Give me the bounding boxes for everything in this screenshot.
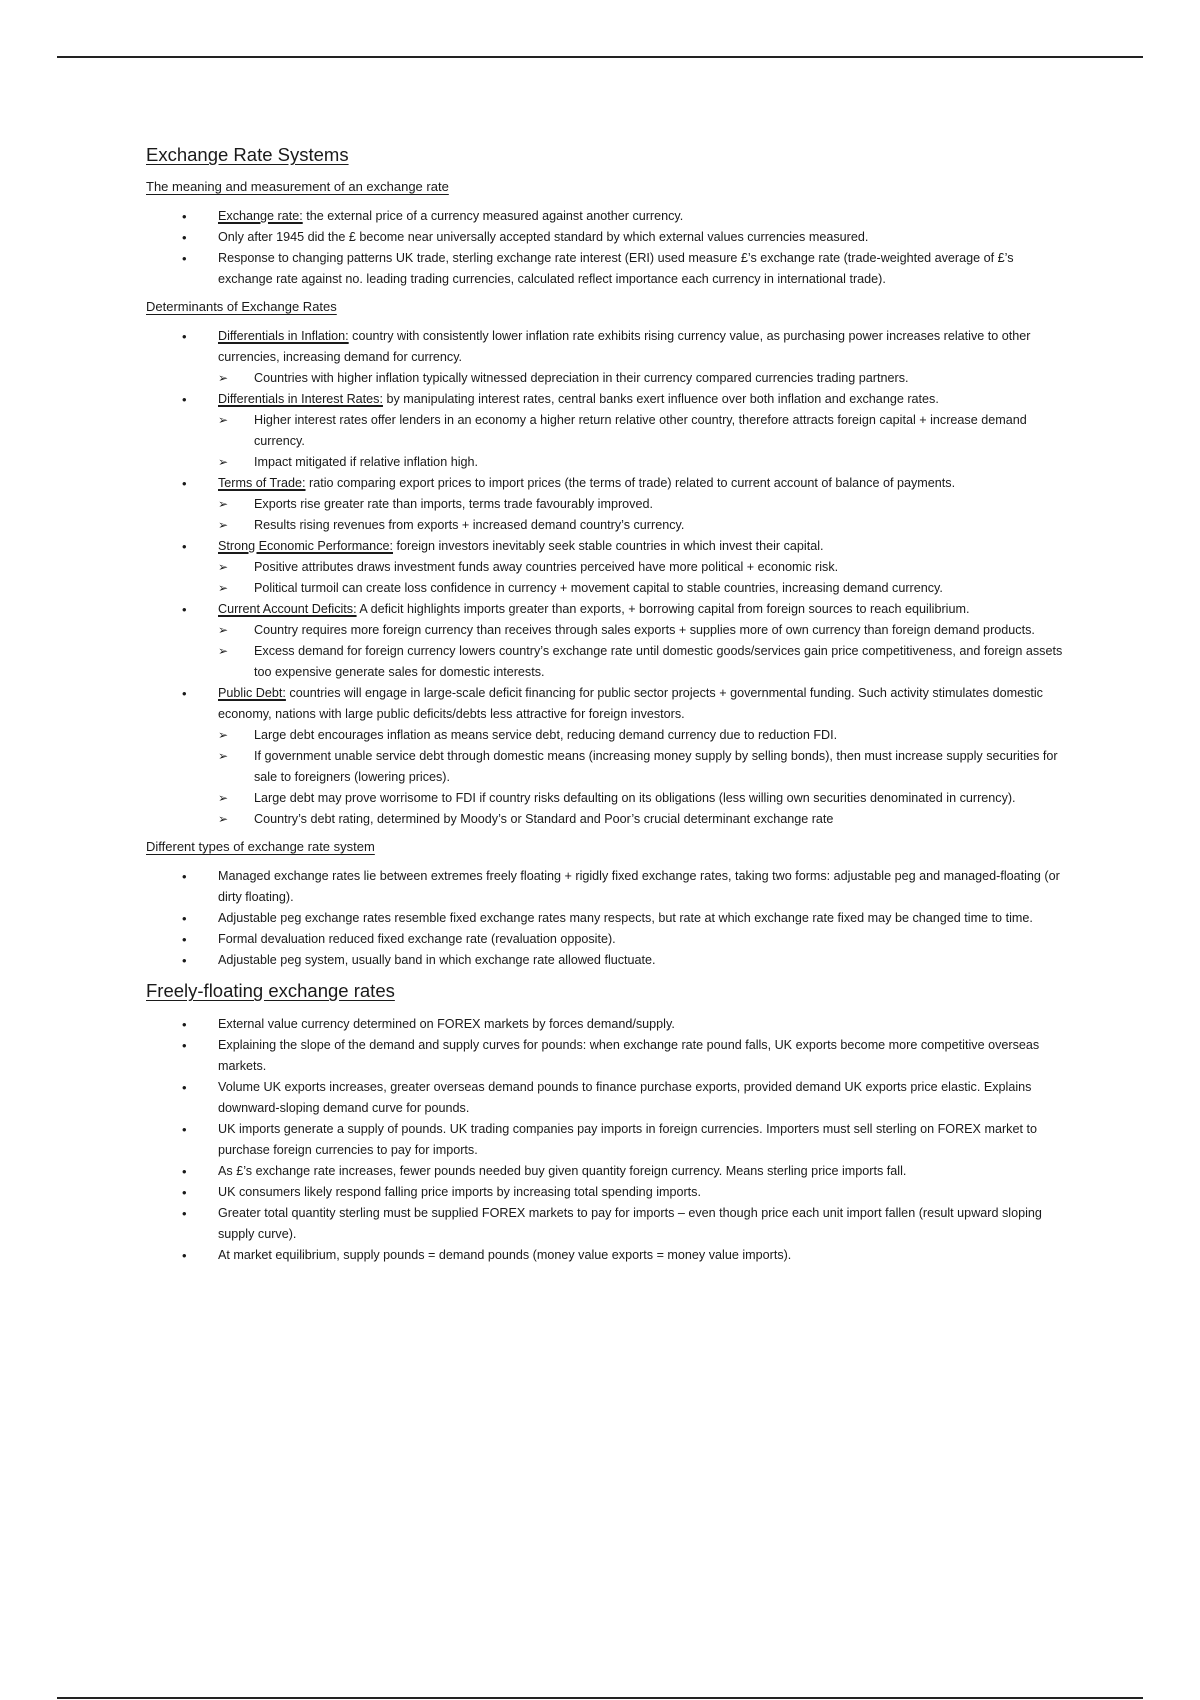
term-label: Terms of Trade: bbox=[218, 476, 306, 490]
sub-item: ➢ Country requires more foreign currency than receives through sales exports + supplies more of own currency than foreign demand products. bbox=[218, 620, 1066, 641]
sub-list bbox=[218, 494, 1066, 536]
bottom-rule bbox=[57, 1697, 1143, 1699]
bullet-item bbox=[146, 326, 1066, 389]
section-types bbox=[146, 838, 1066, 971]
sub-item: ➢ Countries with higher inflation typically witnessed depreciation in their currency compared currencies trading partners. bbox=[218, 368, 1066, 389]
bullet-text: the external price of a currency measured against another currency. bbox=[302, 209, 684, 223]
term-label: Differentials in Interest Rates: bbox=[218, 392, 383, 406]
bullet-item bbox=[146, 929, 1066, 950]
bullet-text: Formal devaluation reduced fixed exchange rate (revaluation opposite). bbox=[218, 932, 616, 946]
bullet-item bbox=[146, 599, 1066, 683]
term-label: Strong Economic Performance: bbox=[218, 539, 393, 553]
bullet-text: country with consistently lower inflation rate exhibits rising currency value, as purchasing power increases relative to other currencies, increasing demand for currency. bbox=[218, 329, 1031, 364]
top-rule bbox=[57, 56, 1143, 58]
bullet-item bbox=[146, 683, 1066, 830]
sub-list bbox=[218, 557, 1066, 599]
bullet-item bbox=[146, 866, 1066, 908]
section-heading: Different types of exchange rate system bbox=[146, 839, 375, 854]
bullet-text: Response to changing patterns UK trade, sterling exchange rate interest (ERI) used measure £’s exchange rate (trade-weighted average of £’s exchange rate against no. leading trading currencies, calculated reflect importance each currency in international trade). bbox=[218, 251, 1014, 286]
section-title: Freely-floating exchange rates bbox=[146, 980, 395, 1001]
bullet-text: Managed exchange rates lie between extremes freely floating + rigidly fixed exchange rates, taking two forms: adjustable peg and managed-floating (or dirty floating). bbox=[218, 869, 1060, 904]
section-freely-floating bbox=[146, 979, 1066, 1266]
bullet-item bbox=[146, 908, 1066, 929]
bullet-text: ratio comparing export prices to import prices (the terms of trade) related to current account of balance of payments. bbox=[305, 476, 956, 490]
bullet-text: Adjustable peg system, usually band in which exchange rate allowed fluctuate. bbox=[218, 953, 656, 967]
sub-list bbox=[218, 620, 1066, 683]
bullet-item bbox=[146, 536, 1066, 599]
term-label: Public Debt: bbox=[218, 686, 286, 700]
bullet-item: • Explaining the slope of the demand and supply curves for pounds: when exchange rate pound falls, UK exports become more competitive overseas markets. bbox=[146, 1035, 1066, 1077]
sub-item: ➢ Large debt encourages inflation as means service debt, reducing demand currency due to reduction FDI. bbox=[218, 725, 1066, 746]
term-label: Current Account Deficits: bbox=[218, 602, 357, 616]
sub-item: ➢ If government unable service debt through domestic means (increasing money supply by selling bonds), then must increase supply securities for sale to foreigners (lowering prices). bbox=[218, 746, 1066, 788]
bullet-item: • At market equilibrium, supply pounds = demand pounds (money value exports = money value imports). bbox=[146, 1245, 1066, 1266]
sub-item: ➢ Exports rise greater rate than imports, terms trade favourably improved. bbox=[218, 494, 1066, 515]
bullet-list bbox=[146, 1014, 1066, 1266]
sub-item: ➢ Results rising revenues from exports + increased demand country’s currency. bbox=[218, 515, 1066, 536]
sub-item: ➢ Excess demand for foreign currency lowers country’s exchange rate until domestic goods/services gain price competitiveness, and foreign assets too expensive generate sales for domestic interests. bbox=[218, 641, 1066, 683]
page-title: Exchange Rate Systems bbox=[146, 144, 349, 165]
term-label: Exchange rate: bbox=[218, 209, 303, 223]
section-heading: The meaning and measurement of an exchange rate bbox=[146, 179, 449, 194]
sub-item: ➢ Political turmoil can create loss confidence in currency + movement capital to stable countries, increasing demand currency. bbox=[218, 578, 1066, 599]
bullet-text: A deficit highlights imports greater than exports, + borrowing capital from foreign sources to reach equilibrium. bbox=[356, 602, 970, 616]
sub-item: ➢ Positive attributes draws investment funds away countries perceived have more political + economic risk. bbox=[218, 557, 1066, 578]
bullet-item: • UK imports generate a supply of pounds. UK trading companies pay imports in foreign currencies. Importers must sell sterling on FOREX market to purchase foreign currencies to pay for imports. bbox=[146, 1119, 1066, 1161]
bullet-item bbox=[146, 227, 1066, 248]
bullet-item: • Greater total quantity sterling must be supplied FOREX markets to pay for imports – even though price each unit import fallen (result upward sloping supply curve). bbox=[146, 1203, 1066, 1245]
bullet-text: foreign investors inevitably seek stable countries in which invest their capital. bbox=[393, 539, 824, 553]
section-determinants bbox=[146, 298, 1066, 830]
section-heading: Determinants of Exchange Rates bbox=[146, 299, 337, 314]
bullet-text: countries will engage in large-scale deficit financing for public sector projects + governmental funding. Such activity stimulates domestic economy, nations with large public deficits/debts less attractive for foreign investors. bbox=[218, 686, 1043, 721]
bullet-list bbox=[146, 866, 1066, 971]
sub-list bbox=[218, 410, 1066, 473]
bullet-item: • Volume UK exports increases, greater overseas demand pounds to finance purchase exports, provided demand UK exports price elastic. Explains downward-sloping demand curve for pounds. bbox=[146, 1077, 1066, 1119]
bullet-item: • UK consumers likely respond falling price imports by increasing total spending imports. bbox=[146, 1182, 1066, 1203]
sub-list bbox=[218, 368, 1066, 389]
sub-item: ➢ Large debt may prove worrisome to FDI if country risks defaulting on its obligations (less willing own securities denominated in currency). bbox=[218, 788, 1066, 809]
term-label: Differentials in Inflation: bbox=[218, 329, 349, 343]
sub-item: ➢ Higher interest rates offer lenders in an economy a higher return relative other country, therefore attracts foreign capital + increase demand currency. bbox=[218, 410, 1066, 452]
section-meaning bbox=[146, 178, 1066, 290]
bullet-text: by manipulating interest rates, central banks exert influence over both inflation and exchange rates. bbox=[382, 392, 939, 406]
bullet-text: Only after 1945 did the £ become near universally accepted standard by which external values currencies measured. bbox=[218, 230, 869, 244]
bullet-item: • As £’s exchange rate increases, fewer pounds needed buy given quantity foreign currency. Means sterling price imports fall. bbox=[146, 1161, 1066, 1182]
sub-list bbox=[218, 725, 1066, 830]
sub-item: ➢ Country’s debt rating, determined by Moody’s or Standard and Poor’s crucial determinant exchange rate bbox=[218, 809, 1066, 830]
document-body bbox=[146, 143, 1066, 1274]
bullet-item bbox=[146, 248, 1066, 290]
bullet-item bbox=[146, 950, 1066, 971]
bullet-text: Adjustable peg exchange rates resemble fixed exchange rates many respects, but rate at which exchange rate fixed may be changed time to time. bbox=[218, 911, 1033, 925]
sub-item: ➢ Impact mitigated if relative inflation high. bbox=[218, 452, 1066, 473]
bullet-item bbox=[146, 206, 1066, 227]
bullet-item bbox=[146, 389, 1066, 473]
bullet-item: • External value currency determined on FOREX markets by forces demand/supply. bbox=[146, 1014, 1066, 1035]
bullet-list bbox=[146, 326, 1066, 830]
bullet-item bbox=[146, 473, 1066, 536]
bullet-list bbox=[146, 206, 1066, 290]
